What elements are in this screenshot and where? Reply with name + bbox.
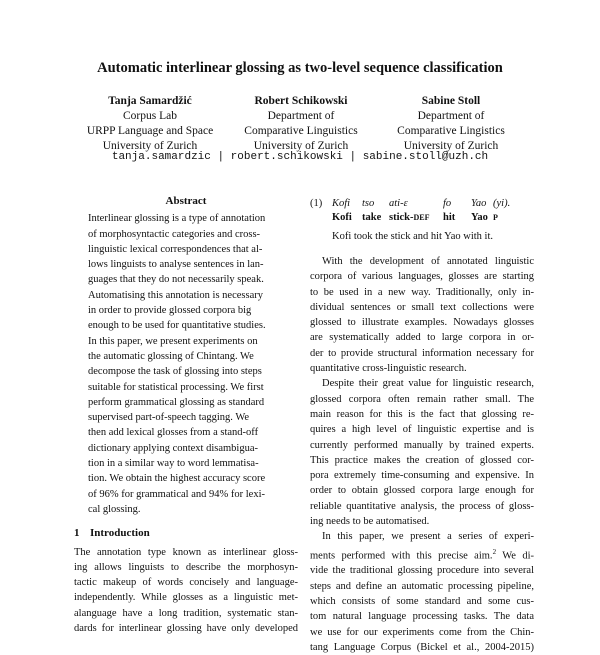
text-line: to be used in a new way. Traditionally, only in- (310, 286, 534, 298)
abstract-line: tion. We obtain the highest accuracy score (88, 473, 266, 485)
right-column (310, 196, 534, 655)
author-affiliation: Comparative Linguistics (244, 125, 358, 137)
author-block-1 (75, 94, 225, 154)
text-line: steps and define an automatic processing pipeline, (310, 580, 534, 592)
text-line: With the development of annotated linguistic (322, 256, 534, 267)
text-line: pora extremely time-consuming and expensive. In (310, 470, 534, 482)
source-word: Kofi (332, 198, 351, 209)
text-line: reliable quantitative analysis, the process of gloss- (310, 500, 534, 512)
introduction-body (74, 545, 298, 637)
gloss-category: DEF (413, 213, 430, 222)
section-number: 1 (74, 527, 80, 540)
text-line: Despite their great value for linguistic research, (322, 378, 534, 390)
author-name: Tanja Samardžić (108, 95, 192, 107)
left-column (74, 194, 298, 636)
text-line: glossed to illustrate examples. Nowadays glosses (310, 317, 534, 329)
abstract-line: lows linguists to analyse sentences in lan- (88, 259, 264, 271)
example-translation: Kofi took the stick and hit Yao with it. (332, 231, 493, 242)
abstract-line: guages that they do not necessarily speak. (88, 274, 264, 286)
author-affiliation: University of Zurich (403, 140, 499, 152)
example-source-line (332, 196, 510, 211)
abstract-line: tion in a similar way to word lemmatisa- (88, 458, 259, 470)
text-line: This practice makes the creation of glossed cor- (310, 454, 534, 466)
abstract-line: Interlinear glossing is a type of annotation (88, 213, 266, 225)
abstract-body (88, 211, 284, 517)
gloss-example (310, 196, 534, 254)
text-line: corpora of various languages, glosses are starting (310, 271, 534, 283)
gloss-word: take (362, 212, 382, 223)
text-line: In this paper, we present a series of experi- (322, 531, 534, 543)
text-line: dards for interlinear glossing have only developed (74, 623, 298, 635)
abstract-line: decompose the task of glossing into steps (88, 366, 262, 378)
gloss-word: Yao (471, 212, 488, 223)
text-line: we use for our experiments come from the Chin- (310, 626, 534, 638)
abstract-line: supervised part-of-speech tagging. We (88, 412, 250, 424)
text-line: quires a high level of linguistic expertise and is (310, 424, 534, 436)
author-affiliation: University of Zurich (102, 140, 198, 152)
author-name: Robert Schikowski (254, 95, 348, 107)
text-line: tang Language Corpus (Bickel et al., 2004-2015) (310, 641, 534, 653)
author-affiliation: Corpus Lab (123, 110, 177, 122)
author-block-2 (226, 94, 376, 154)
source-word: ati-ɛ (389, 198, 408, 209)
abstract-line: enough to be used for quantitative studies. (88, 320, 266, 332)
abstract-line: the automatic glossing of Chintang. We (88, 350, 254, 362)
text-line: ing needs to be automatised. (310, 516, 430, 528)
paragraph (310, 529, 534, 655)
gloss-word-compound (389, 210, 443, 225)
text-line: vide the traditional glossing procedure into several (310, 565, 534, 577)
author-block-3 (376, 94, 526, 154)
text-line: tactic makeup of words concisely and language- (74, 577, 298, 589)
author-affiliation: URPP Language and Space (86, 125, 214, 137)
author-emails: tanja.samardzic | robert.schikowski | sabine.stoll@uzh.ch (111, 151, 489, 163)
source-word: fo (443, 198, 452, 209)
author-affiliation: University of Zurich (253, 140, 349, 152)
section-heading-introduction (74, 526, 298, 541)
paper-title: Automatic interlinear glossing as two-level sequence classification (97, 60, 503, 76)
abstract-line: In this paper, we present experiments on (88, 335, 258, 347)
text-line: main reason for this is the fact that glossing re- (310, 408, 534, 420)
text-line: der to provide structural information necessary for (310, 347, 534, 359)
source-word: tso (362, 198, 375, 209)
example-gloss-line (332, 210, 498, 225)
gloss-word: Kofi (332, 212, 352, 223)
abstract-line: dictionary applying context disambigua- (88, 442, 258, 454)
abstract-line: in order to provide glossed corpora big (88, 305, 252, 317)
text-line: dividual sentences or small text collections were (310, 301, 534, 313)
paragraph (310, 254, 534, 376)
section-title: Introduction (90, 527, 150, 540)
text-line: ing allows linguists to describe the morphosyn- (74, 561, 298, 573)
source-word: (yi). (493, 198, 511, 209)
text-line: independently. While glosses as a linguistic met- (74, 592, 298, 604)
abstract-line: of 96% for grammatical and 94% for lexi- (88, 488, 265, 500)
text-line: glossed corpora often remain rather small. The (310, 393, 534, 405)
abstract-line: then add lexical glosses from a stand-off (88, 427, 259, 439)
abstract-heading: Abstract (165, 195, 207, 207)
author-name: Sabine Stoll (421, 95, 481, 107)
gloss-word: stick- (389, 212, 414, 223)
abstract-line: cal glossing. (88, 503, 141, 515)
text-line: alanguage have a long tradition, systematic stan- (74, 607, 298, 619)
text-fragment: ments performed with this precise aim. (310, 550, 493, 562)
text-line: The annotation type known as interlinear gloss- (74, 546, 298, 558)
author-affiliation: Comparative Lingistics (397, 125, 505, 137)
gloss-word: hit (443, 212, 456, 223)
author-affiliation: Department of (417, 110, 485, 122)
text-line: which consists of some standard and some cus- (310, 596, 534, 608)
source-word: Yao (471, 198, 487, 209)
example-number: (1) (310, 198, 323, 209)
text-line: are systematically added to large corpora in or- (310, 332, 534, 344)
abstract-line: Automatising this annotation is necessary (88, 289, 263, 301)
text-line: tom natural language processing tasks. The data (310, 611, 534, 623)
author-affiliation: Department of (267, 110, 335, 122)
abstract-line: perform grammatical glossing as standard (88, 396, 265, 408)
footnote-marker[interactable]: 2 (492, 547, 497, 556)
abstract-line: linguistic lexical correspondences that al- (88, 243, 263, 255)
paragraph (310, 376, 534, 529)
abstract-line: suitable for statistical processing. We first (88, 381, 264, 393)
abstract-line: of morphosyntactic categories and cross- (88, 228, 261, 240)
gloss-category: P (493, 213, 498, 222)
text-line: order to obtain glossed corpora large enough for (310, 485, 534, 497)
text-line-with-footnote (310, 545, 534, 564)
text-fragment: We di- (496, 550, 534, 562)
text-line: currently performed manually by trained experts. (310, 439, 534, 451)
text-line: quantitative cross-linguistic research. (310, 363, 467, 375)
